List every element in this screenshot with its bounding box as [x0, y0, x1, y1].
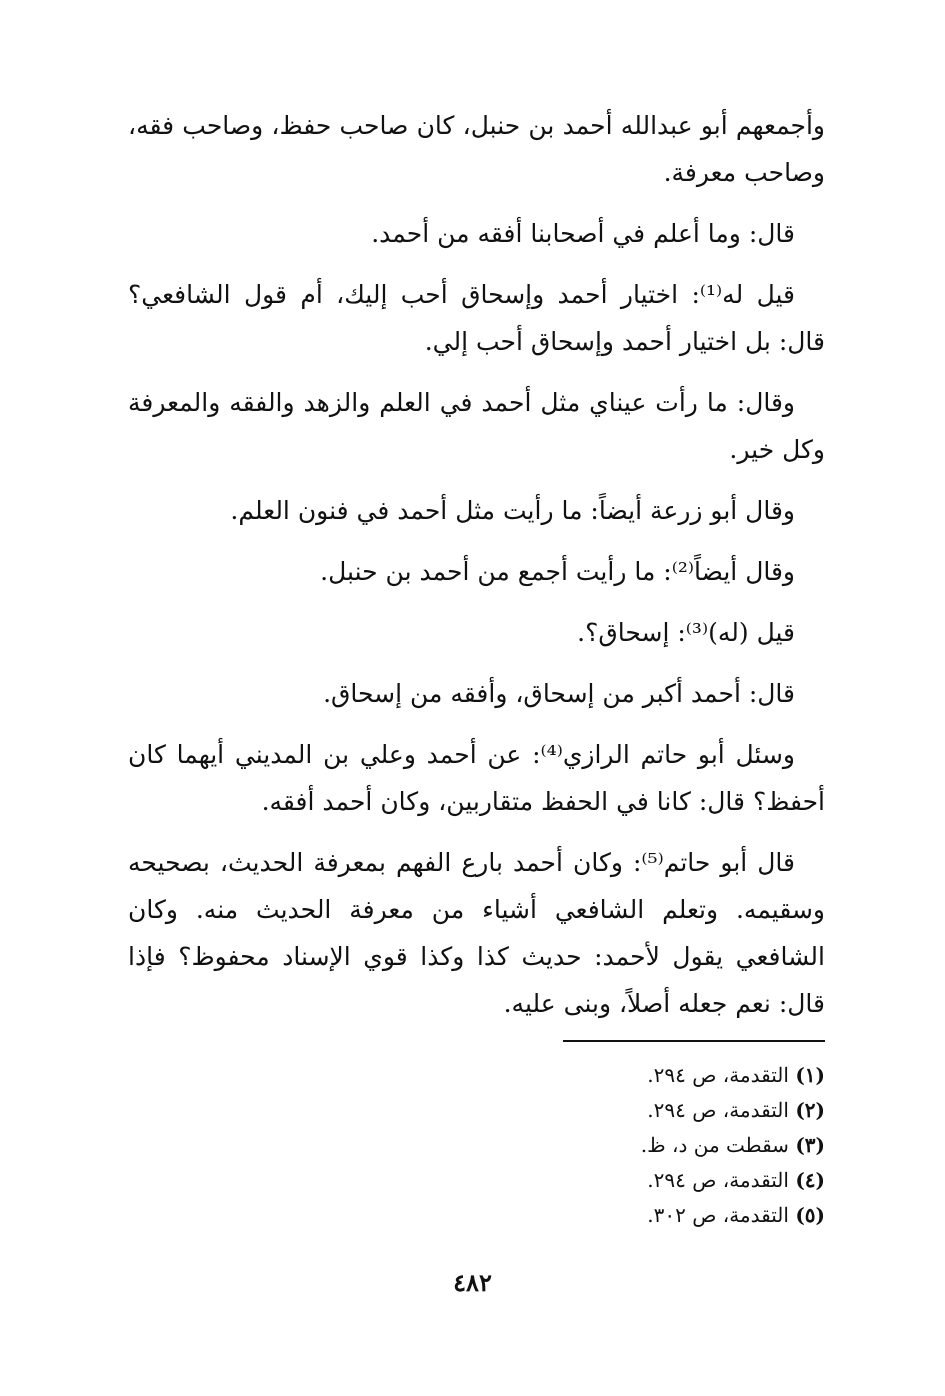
footnote-text: التقدمة، ص ٢٩٤.	[647, 1063, 789, 1087]
footnote-text: التقدمة، ص ٢٩٤.	[647, 1098, 789, 1122]
paragraph-6: وقال أيضاً⁽²⁾: ما رأيت أجمع من أحمد بن حنبل.	[320, 557, 795, 586]
paragraph-8: قال: أحمد أكبر من إسحاق، وأفقه من إسحاق.	[323, 679, 795, 708]
footnote-text: التقدمة، ص ٢٩٤.	[647, 1168, 789, 1192]
footnote-number: (٢)	[795, 1098, 825, 1122]
footnote-2	[425, 1093, 825, 1128]
paragraph-1: وأجمعهم أبو عبدالله أحمد بن حنبل، كان صاحب حفظ، وصاحب فقه، وصاحب معرفة.	[128, 111, 825, 187]
footnote-number: (٥)	[795, 1203, 825, 1227]
paragraph-9: وسئل أبو حاتم الرازي⁽⁴⁾: عن أحمد وعلي بن المديني أيهما كان أحفظ؟ قال: كانا في الحفظ متقاربين، وكان أحمد أفقه.	[128, 740, 825, 816]
paragraph-2: قال: وما أعلم في أصحابنا أفقه من أحمد.	[371, 219, 795, 248]
footnote-5	[425, 1198, 825, 1233]
footnote-4	[425, 1163, 825, 1198]
footnote-text: سقطت من د، ظ.	[640, 1133, 789, 1157]
paragraph-5: وقال أبو زرعة أيضاً: ما رأيت مثل أحمد في فنون العلم.	[230, 496, 795, 525]
page-number: ٤٨٢	[453, 1268, 492, 1297]
paragraph-3: قيل له⁽¹⁾: اختيار أحمد وإسحاق أحب إليك، أم قول الشافعي؟ قال: بل اختيار أحمد وإسحاق أحب إلي.	[128, 280, 825, 356]
main-text	[128, 102, 825, 1041]
footnotes	[425, 1058, 825, 1233]
footnote-number: (٣)	[795, 1133, 825, 1157]
footnote-number: (١)	[795, 1063, 825, 1087]
footnote-1	[425, 1058, 825, 1093]
paragraph-7: قيل (له)⁽³⁾: إسحاق؟.	[577, 618, 795, 647]
paragraph-4: وقال: ما رأت عيناي مثل أحمد في العلم والزهد والفقه والمعرفة وكل خير.	[128, 388, 825, 464]
footnote-3	[425, 1128, 825, 1163]
footnote-number: (٤)	[795, 1168, 825, 1192]
footnote-divider	[563, 1040, 825, 1042]
paragraph-10: قال أبو حاتم⁽⁵⁾: وكان أحمد بارع الفهم بمعرفة الحديث، بصحيحه وسقيمه. وتعلم الشافعي أشياء من معرفة الحديث منه. وكان الشافعي يقول لأحمد: حديث كذا وكذا قوي الإسناد محفوظ؟ فإذا قال: نعم جعله أصلاً، وبنى عليه.	[128, 848, 825, 1018]
footnote-text: التقدمة، ص ٣٠٢.	[647, 1203, 789, 1227]
